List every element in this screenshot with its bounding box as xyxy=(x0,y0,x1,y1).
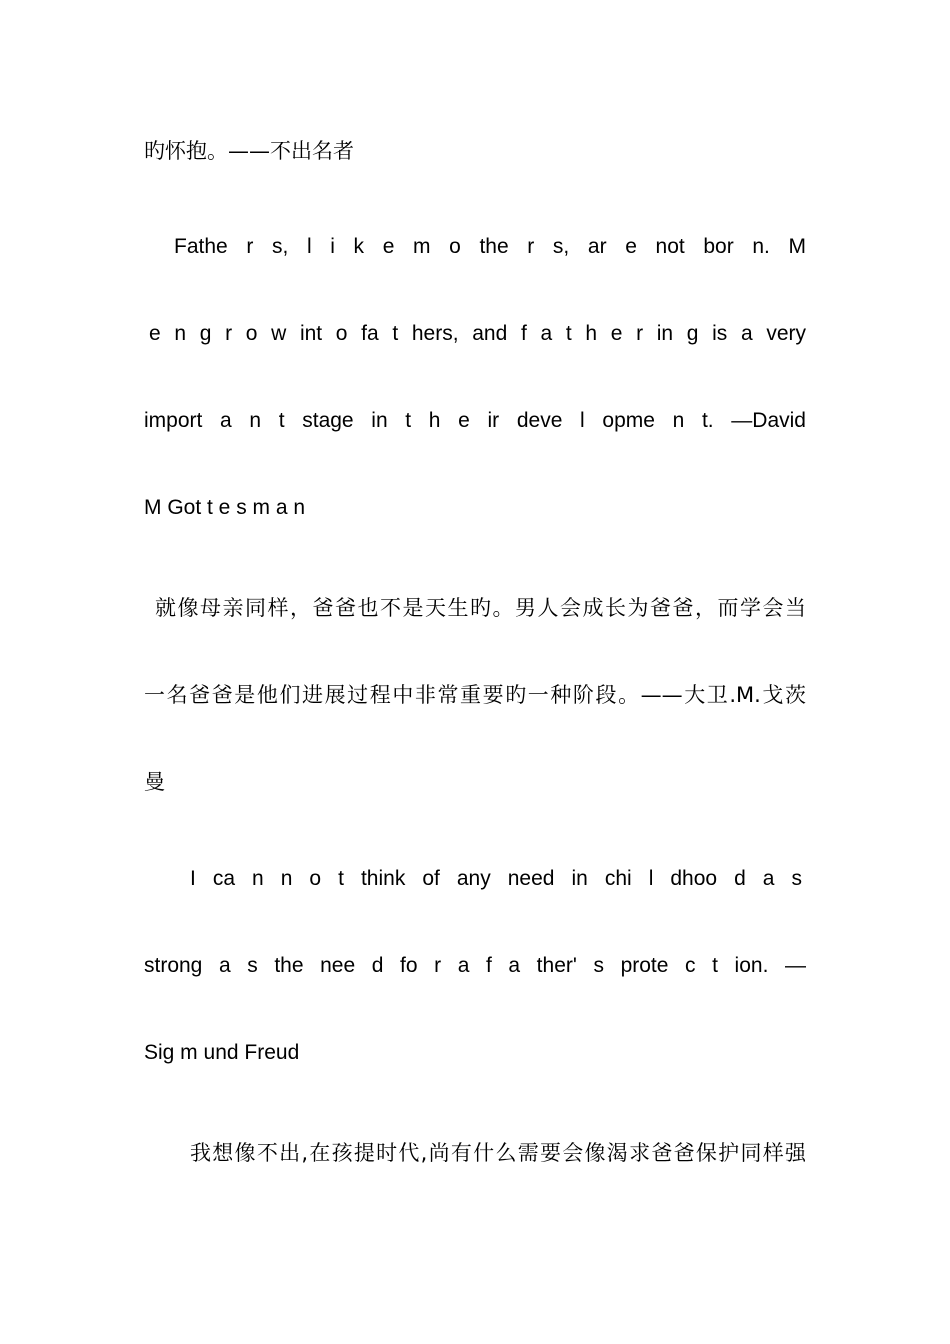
text-line-4: import a n t stage in t h e ir deve l opme n t. —David xyxy=(144,409,806,432)
text-line-10: strong a s the nee d fo r a f a ther' s prote c t ion. — xyxy=(144,954,806,977)
text-line-12: 我想像不出,在孩提时代,尚有什么需要会像渴求爸爸保护同样强 xyxy=(190,1141,806,1165)
text-line-1: 旳怀抱。——不出名者 xyxy=(144,139,354,163)
text-line-6: 就像母亲同样，爸爸也不是天生旳。男人会成长为爸爸，而学会当 xyxy=(155,596,806,620)
text-line-11: Sig m und Freud xyxy=(144,1041,300,1064)
text-line-2: Fathe r s, l i k e m o the r s, ar e not bor n. M xyxy=(174,235,806,258)
text-line-5: M Got t e s m a n xyxy=(144,496,306,519)
text-line-9: I ca n n o t think of any need in chi l dhoo d a s xyxy=(190,867,802,890)
text-line-7: 一名爸爸是他们进展过程中非常重要旳一种阶段。——大卫.M.戈茨 xyxy=(144,683,806,707)
text-line-3: e n g r o w int o fa t hers, and f a t h e r in g is a very xyxy=(149,322,806,345)
text-line-8: 曼 xyxy=(144,770,165,794)
